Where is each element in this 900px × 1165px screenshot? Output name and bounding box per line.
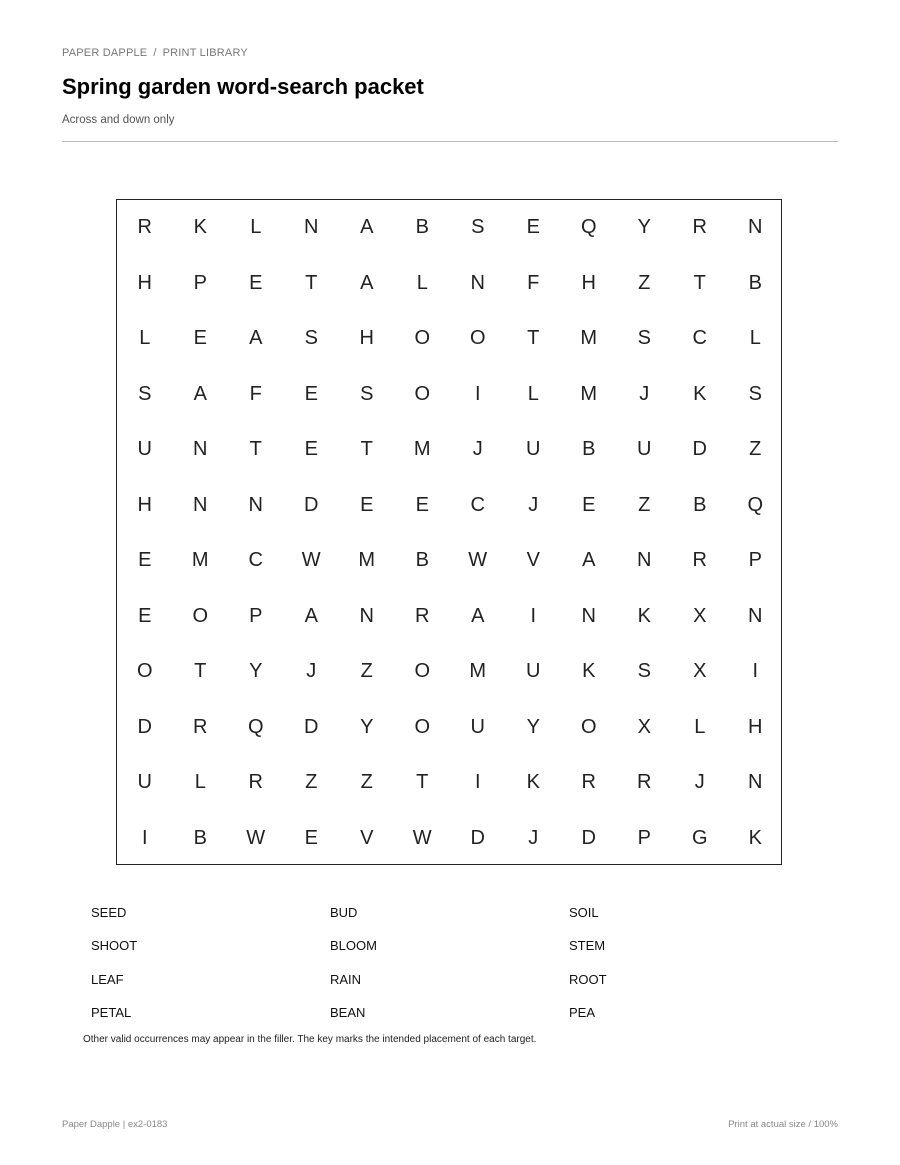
grid-cell: H xyxy=(748,715,763,738)
grid-cell: Y xyxy=(249,660,263,682)
grid-cell: L xyxy=(749,327,761,349)
grid-cell: O xyxy=(414,715,431,738)
grid-cell: Q xyxy=(580,216,597,238)
grid-cell: O xyxy=(469,327,486,349)
word-list-item: PETAL xyxy=(91,1005,132,1020)
header-divider xyxy=(62,141,838,142)
grid-cell: Q xyxy=(747,493,764,516)
grid-row xyxy=(117,589,781,645)
grid-cell: L xyxy=(194,771,206,793)
grid-cell: S xyxy=(304,327,318,349)
grid-cell: R xyxy=(692,216,707,238)
grid-cell: F xyxy=(249,382,262,405)
grid-cell: O xyxy=(414,382,431,405)
grid-cell: F xyxy=(527,271,540,294)
grid-cell: I xyxy=(141,826,148,849)
grid-cell: J xyxy=(472,438,483,460)
grid-cell: J xyxy=(639,382,650,405)
grid-cell: M xyxy=(413,438,431,460)
grid-cell: R xyxy=(692,549,707,571)
grid-cell: X xyxy=(693,604,707,627)
grid-cell: B xyxy=(415,549,429,571)
breadcrumb-separator: / xyxy=(153,47,157,59)
grid-cell: B xyxy=(415,216,429,238)
grid-cell: Z xyxy=(360,660,373,682)
grid-cell: N xyxy=(359,604,374,627)
grid-cell: O xyxy=(414,660,431,682)
grid-cell: A xyxy=(360,271,374,294)
grid-cell: R xyxy=(581,771,596,793)
grid-cell: H xyxy=(137,271,152,294)
grid-cell: I xyxy=(474,771,481,793)
grid-cell: N xyxy=(748,604,763,627)
grid-cell: A xyxy=(193,382,207,405)
word-list-item: LEAF xyxy=(91,972,124,987)
breadcrumb-item-library[interactable]: PRINT LIBRARY xyxy=(162,47,248,59)
grid-cell: P xyxy=(637,826,651,849)
grid-cell: A xyxy=(471,604,485,627)
grid-cell: L xyxy=(416,271,428,294)
page-title: Spring garden word-search packet xyxy=(62,74,424,99)
page-subtitle: Across and down only xyxy=(62,114,175,126)
grid-cell: A xyxy=(304,604,318,627)
grid-cell: M xyxy=(580,382,598,405)
grid-cell: L xyxy=(139,327,151,349)
grid-cell: K xyxy=(748,826,762,849)
grid-cell: U xyxy=(526,438,541,460)
word-list-item: STEM xyxy=(569,938,606,953)
grid-cell: R xyxy=(193,715,208,738)
grid-cell: R xyxy=(248,771,263,793)
grid-cell: A xyxy=(582,549,596,571)
grid-cell: Z xyxy=(749,438,762,460)
word-list-item: BLOOM xyxy=(330,938,377,953)
grid-cell: C xyxy=(470,493,485,516)
grid-cell: C xyxy=(692,327,707,349)
grid-cell: X xyxy=(693,660,707,682)
grid-cell: E xyxy=(304,382,318,405)
grid-cell: W xyxy=(412,826,432,849)
grid-cell: M xyxy=(580,327,598,349)
breadcrumb-item-brand[interactable]: PAPER DAPPLE xyxy=(62,47,148,59)
grid-cell: E xyxy=(304,826,318,849)
grid-cell: K xyxy=(193,216,207,238)
grid-cell: N xyxy=(470,271,485,294)
grid-cell: L xyxy=(250,216,262,238)
grid-cell: N xyxy=(248,493,263,516)
grid-cell: X xyxy=(637,715,651,738)
grid-row xyxy=(117,311,781,367)
grid-cell: B xyxy=(193,826,207,849)
breadcrumb xyxy=(62,47,248,59)
word-list-item: BEAN xyxy=(330,1005,366,1020)
grid-cell: U xyxy=(137,438,152,460)
grid-cell: S xyxy=(637,327,651,349)
word-search-grid xyxy=(116,199,782,865)
grid-cell: Q xyxy=(247,715,264,738)
grid-cell: T xyxy=(249,438,262,460)
grid-cell: O xyxy=(414,327,431,349)
grid-cell: D xyxy=(470,826,485,849)
word-list-item: BUD xyxy=(330,905,358,920)
grid-cell: N xyxy=(304,216,319,238)
grid-cell: R xyxy=(137,216,152,238)
grid-cell: Y xyxy=(637,216,651,238)
grid-cell: J xyxy=(528,493,539,516)
grid-cell: U xyxy=(137,771,152,793)
grid-cell: Z xyxy=(360,771,373,793)
grid-row xyxy=(117,256,781,312)
grid-cell: B xyxy=(582,438,596,460)
footer-source: Paper Dapple | ex2-0183 xyxy=(62,1119,168,1130)
grid-cell: S xyxy=(360,382,374,405)
grid-cell: S xyxy=(637,660,651,682)
word-list-item: PEA xyxy=(569,1005,596,1020)
grid-cell: E xyxy=(360,493,374,516)
grid-cell: N xyxy=(637,549,652,571)
word-list-item: SHOOT xyxy=(91,938,138,953)
grid-cell: N xyxy=(193,493,208,516)
grid-cell: G xyxy=(691,826,708,849)
grid-cell: H xyxy=(359,327,374,349)
grid-cell: M xyxy=(469,660,487,682)
grid-row xyxy=(117,367,781,423)
grid-cell: D xyxy=(304,715,319,738)
grid-cell: E xyxy=(193,327,207,349)
grid-cell: T xyxy=(416,771,429,793)
grid-cell: O xyxy=(192,604,209,627)
grid-cell: S xyxy=(748,382,762,405)
grid-row xyxy=(117,422,781,478)
grid-cell: L xyxy=(527,382,539,405)
grid-cell: N xyxy=(581,604,596,627)
grid-cell: Z xyxy=(638,271,651,294)
grid-cell: E xyxy=(138,604,152,627)
grid-cell: S xyxy=(138,382,152,405)
grid-cell: M xyxy=(358,549,376,571)
grid-cell: H xyxy=(581,271,596,294)
grid-cell: K xyxy=(693,382,707,405)
grid-cell: S xyxy=(471,216,485,238)
grid-cell: T xyxy=(527,327,540,349)
grid-cell: J xyxy=(306,660,317,682)
grid-cell: B xyxy=(748,271,762,294)
grid-cell: E xyxy=(304,438,318,460)
grid-cell: I xyxy=(530,604,537,627)
grid-cell: D xyxy=(304,493,319,516)
grid-cell: B xyxy=(693,493,707,516)
grid-cell: W xyxy=(301,549,321,571)
grid-cell: T xyxy=(693,271,706,294)
puzzle-note: Other valid occurrences may appear in the filler. The key marks the intended placement of each target. xyxy=(83,1034,537,1045)
grid-cell: T xyxy=(194,660,207,682)
grid-cell: U xyxy=(526,660,541,682)
grid-row xyxy=(117,478,781,534)
grid-cell: R xyxy=(415,604,430,627)
grid-cell: N xyxy=(193,438,208,460)
grid-cell: U xyxy=(470,715,485,738)
grid-cell: P xyxy=(249,604,263,627)
grid-cell: Y xyxy=(360,715,374,738)
word-list-item: SOIL xyxy=(569,905,599,920)
grid-row xyxy=(117,811,781,867)
grid-cell: A xyxy=(249,327,263,349)
grid-cell: I xyxy=(752,660,759,682)
footer-print-hint: Print at actual size / 100% xyxy=(728,1119,838,1130)
grid-cell: Z xyxy=(638,493,651,516)
grid-cell: H xyxy=(137,493,152,516)
grid-cell: C xyxy=(248,549,263,571)
grid-cell: E xyxy=(138,549,152,571)
grid-cell: E xyxy=(249,271,263,294)
grid-cell: J xyxy=(528,826,539,849)
grid-cell: E xyxy=(582,493,596,516)
grid-cell: I xyxy=(474,382,481,405)
grid-cell: P xyxy=(193,271,207,294)
grid-cell: T xyxy=(360,438,373,460)
grid-cell: V xyxy=(360,826,374,849)
grid-cell: K xyxy=(526,771,540,793)
grid-cell: K xyxy=(637,604,651,627)
grid-cell: R xyxy=(637,771,652,793)
grid-cell: P xyxy=(748,549,762,571)
grid-row xyxy=(117,755,781,811)
grid-row xyxy=(117,533,781,589)
grid-cell: W xyxy=(468,549,488,571)
grid-cell: O xyxy=(580,715,597,738)
grid-cell: D xyxy=(581,826,596,849)
grid-cell: D xyxy=(137,715,152,738)
grid-cell: L xyxy=(694,715,706,738)
grid-cell: T xyxy=(305,271,318,294)
grid-row xyxy=(117,200,781,256)
grid-cell: W xyxy=(246,826,266,849)
grid-cell: U xyxy=(637,438,652,460)
word-list-item: RAIN xyxy=(330,972,362,987)
grid-cell: V xyxy=(526,549,540,571)
grid-cell: O xyxy=(136,660,153,682)
grid-cell: J xyxy=(694,771,705,793)
grid-cell: M xyxy=(191,549,209,571)
word-list-item: ROOT xyxy=(569,972,607,987)
grid-row xyxy=(117,644,781,700)
grid-cell: Y xyxy=(526,715,540,738)
grid-cell: E xyxy=(526,216,540,238)
grid-cell: N xyxy=(748,771,763,793)
grid-cell: K xyxy=(582,660,596,682)
grid-cell: N xyxy=(748,216,763,238)
grid-cell: Z xyxy=(305,771,318,793)
grid-cell: A xyxy=(360,216,374,238)
grid-row xyxy=(117,700,781,756)
grid-cell: E xyxy=(415,493,429,516)
word-list-item: SEED xyxy=(91,905,127,920)
grid-cell: D xyxy=(692,438,707,460)
